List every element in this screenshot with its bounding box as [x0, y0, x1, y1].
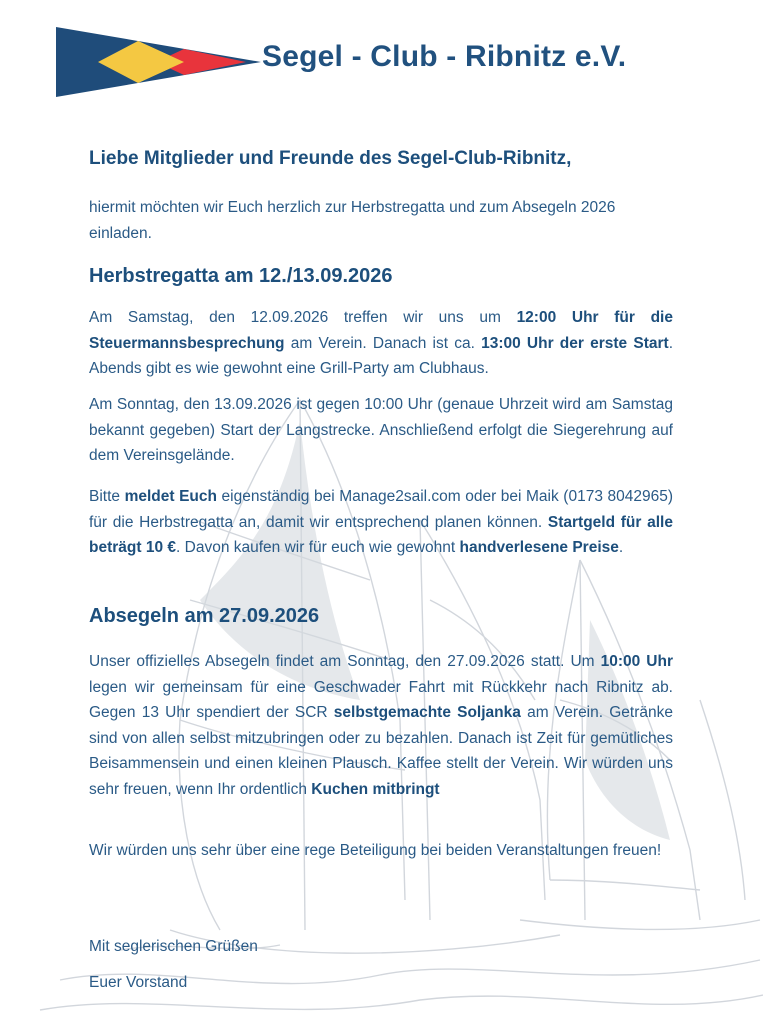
closing-greeting: Mit seglerischen Grüßen: [89, 938, 258, 955]
letter-header: [0, 0, 763, 110]
club-name: Segel - Club - Ribnitz e.V.: [262, 40, 627, 73]
herbstregatta-saturday-paragraph: Am Samstag, den 12.09.2026 treffen wir uns um 12:00 Uhr für die Steuermannsbesprechung am Verein. Danach ist ca. 13:00 Uhr der erste Start. Abends gibt es wie gewohnt eine Grill-Party am Clubhaus.: [89, 309, 673, 377]
closing-invitation-paragraph: Wir würden uns sehr über eine rege Beteiligung bei beiden Veranstaltungen freuen!: [89, 842, 662, 859]
intro-paragraph: hiermit möchten wir Euch herzlich zur Herbstregatta und zum Absegeln 2026 einladen.: [89, 199, 616, 242]
greeting: Liebe Mitglieder und Freunde des Segel-Club-Ribnitz,: [89, 148, 572, 169]
section-heading-absegeln: Absegeln am 27.09.2026: [89, 605, 320, 627]
section-heading-herbstregatta: Herbstregatta am 12./13.09.2026: [89, 265, 393, 287]
club-pennant-logo: [56, 27, 261, 97]
herbstregatta-registration-paragraph: Bitte meldet Euch eigenständig bei Manage2sail.com oder bei Maik (0173 8042965) für die Herbstregatta an, damit wir entsprechend planen können. Startgeld für alle beträgt 10 €. Davon kaufen wir für euch wie gewohnt handverlesene Preise.: [89, 488, 673, 556]
signature: Euer Vorstand: [89, 974, 188, 991]
absegeln-paragraph: Unser offizielles Absegeln findet am Sonntag, den 27.09.2026 statt. Um 10:00 Uhr legen wir gemeinsam für eine Geschwader Fahrt mit Rückkehr nach Ribnitz ab. Gegen 13 Uhr spendiert der SCR selbstgemachte Soljanka am Verein. Getränke sind von allen selbst mitzubringen oder zu bezahlen. Danach ist Zeit für gemütliches Beisammensein und einen kleinen Plausch. Kaffee stellt der Verein. Wir würden uns sehr freuen, wenn Ihr ordentlich Kuchen mitbringt: [89, 653, 674, 798]
herbstregatta-sunday-paragraph: Am Sonntag, den 13.09.2026 ist gegen 10:00 Uhr (genaue Uhrzeit wird am Samstag bekannt gegeben) Start der Langstrecke. Anschließend erfolgt die Siegerehrung auf dem Vereinsgelände.: [89, 396, 673, 464]
